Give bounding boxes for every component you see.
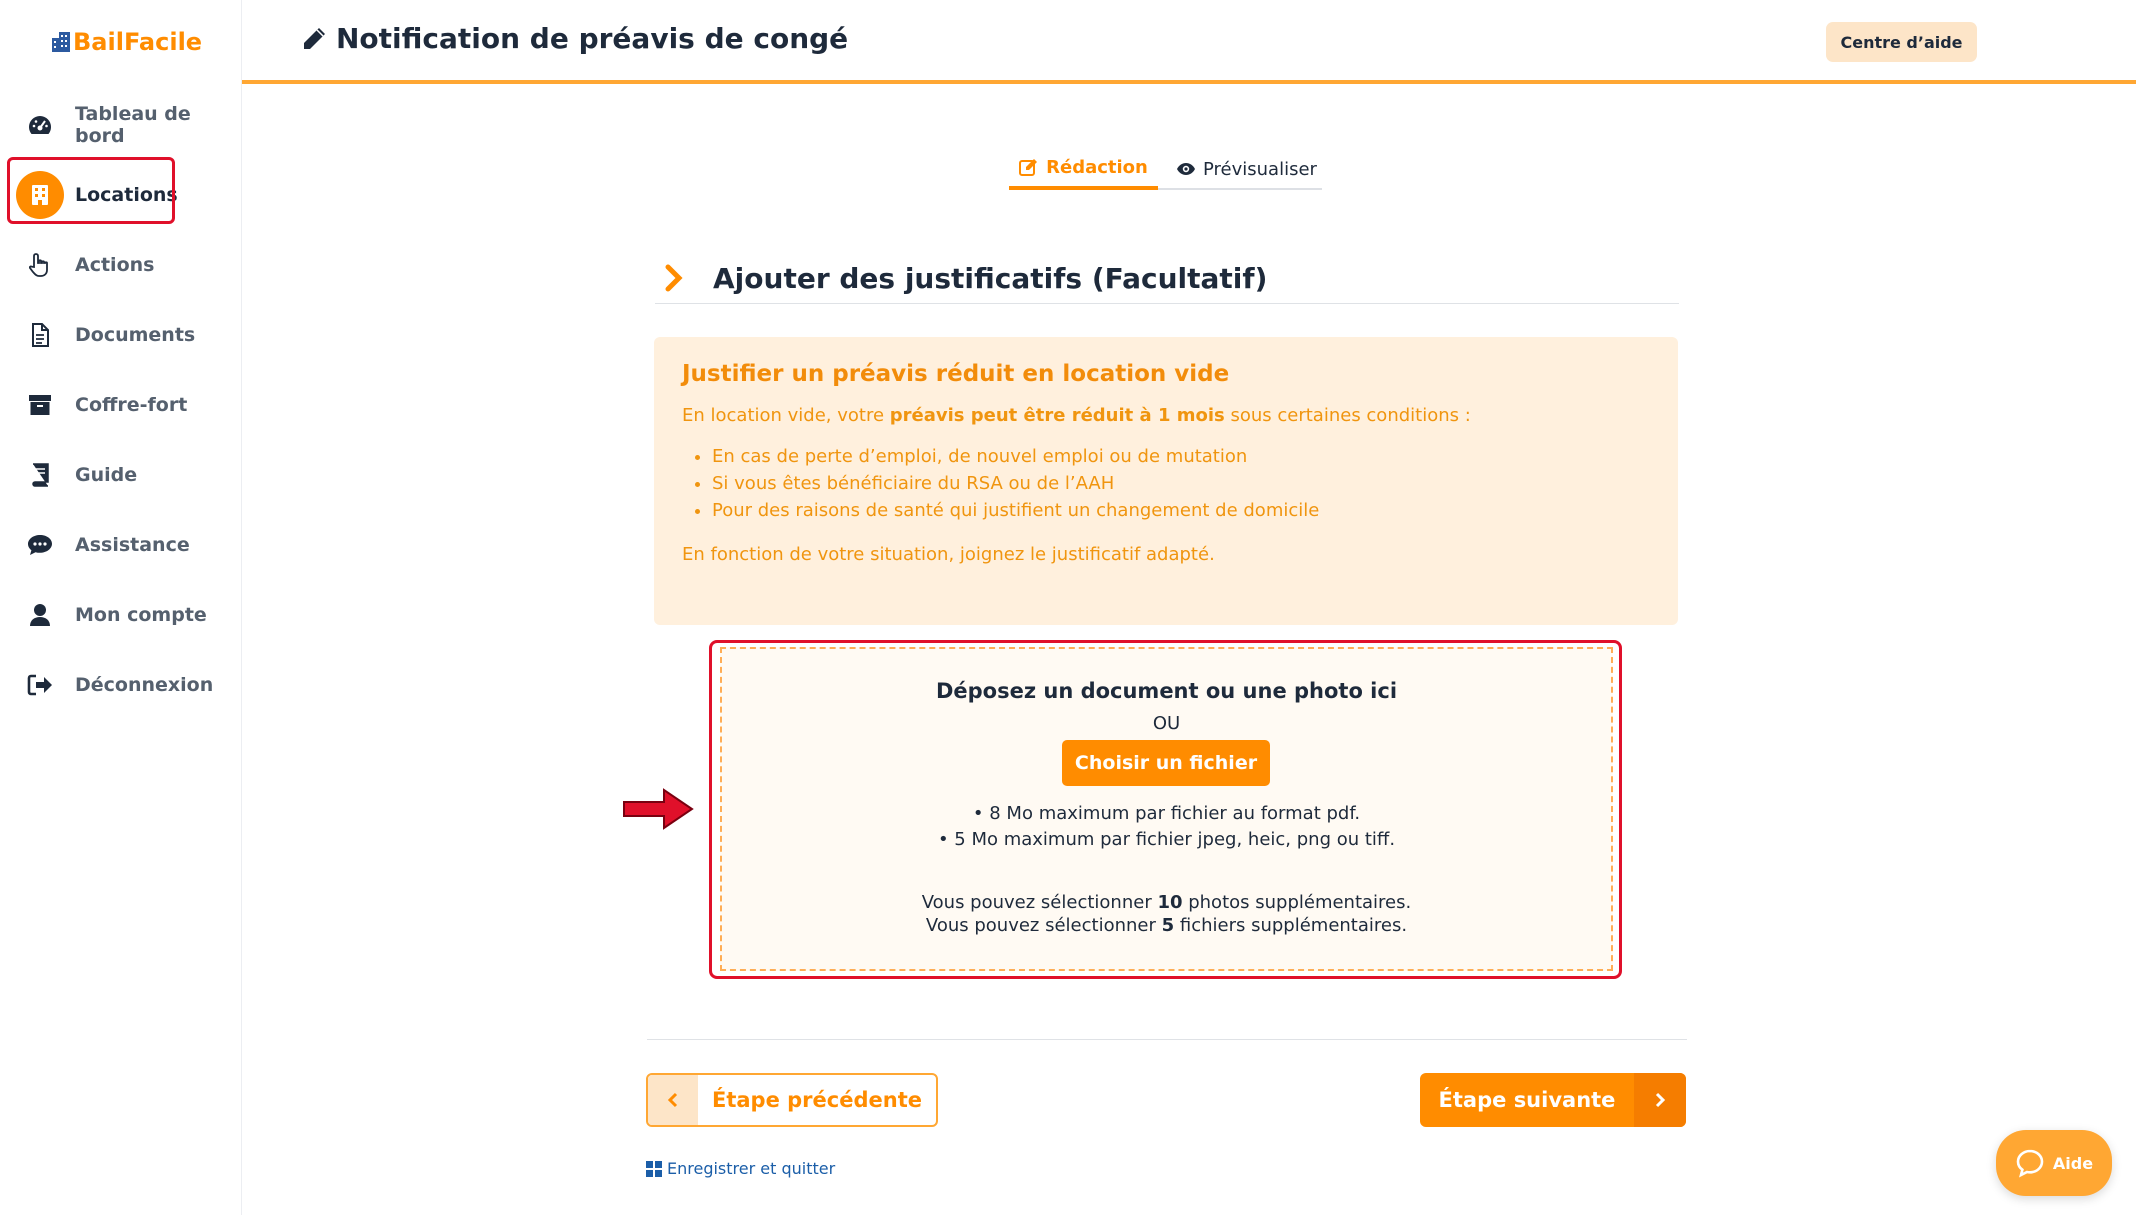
info-intro: En location vide, votre préavis peut être réduit à 1 mois sous certaines conditions : — [682, 405, 1471, 426]
sidebar-item-label: Mon compte — [75, 604, 207, 626]
choose-file-button[interactable]: Choisir un fichier — [1062, 740, 1270, 786]
sidebar-item-label: Assistance — [75, 534, 190, 556]
info-footer: En fonction de votre situation, joignez le justificatif adapté. — [682, 544, 1215, 565]
sidebar-item-documents[interactable] — [0, 305, 242, 365]
user-icon — [26, 601, 54, 629]
brand-name: BailFacile — [73, 28, 203, 56]
chevron-left-icon — [648, 1075, 698, 1125]
info-heading: Justifier un préavis réduit en location vide — [682, 361, 1230, 387]
sign-out-icon — [26, 671, 54, 699]
sidebar-item-label: Guide — [75, 464, 138, 486]
pencil-icon — [300, 25, 328, 53]
tab-label: Rédaction — [1046, 156, 1148, 178]
sidebar-item-actions[interactable] — [0, 235, 242, 295]
sidebar — [0, 0, 242, 1215]
sidebar-item-label: Coffre-fort — [75, 394, 188, 416]
help-center-button[interactable]: Centre d’aide — [1826, 22, 1977, 62]
previous-step-button[interactable] — [646, 1073, 938, 1127]
sidebar-item-label: Documents — [75, 324, 196, 346]
sidebar-item-assistance[interactable] — [0, 515, 242, 575]
info-bullet-list — [712, 443, 1650, 524]
brand-logo[interactable] — [52, 28, 202, 56]
sidebar-item-coffre-fort[interactable] — [0, 375, 242, 435]
divider — [655, 303, 1679, 304]
sidebar-item-label: Déconnexion — [75, 674, 214, 696]
eye-icon — [1176, 162, 1196, 176]
book-icon — [26, 461, 54, 489]
previous-step-label: Étape précédente — [712, 1088, 922, 1112]
floating-help-label: Aide — [2052, 1153, 2094, 1173]
sidebar-item-label: Tableau de bord — [75, 103, 191, 147]
edit-icon — [1019, 158, 1039, 176]
next-step-button[interactable] — [1420, 1073, 1686, 1127]
chevron-right-icon — [663, 264, 685, 292]
list-item: • Pour des raisons de santé qui justifient un changement de domicile — [712, 497, 1650, 524]
page-title — [300, 22, 848, 55]
tab-redaction[interactable] — [1009, 148, 1158, 190]
list-item: • En cas de perte d’emploi, de nouvel emploi ou de mutation — [712, 443, 1650, 470]
sidebar-item-label: Actions — [75, 254, 155, 276]
tab-label: Prévisualiser — [1203, 158, 1317, 180]
grid-icon — [646, 1161, 662, 1177]
tab-previsualiser[interactable] — [1176, 148, 1317, 190]
file-dropzone[interactable] — [720, 647, 1613, 971]
sidebar-item-tableau-de-bord[interactable] — [0, 95, 242, 155]
buildings-icon — [52, 32, 70, 52]
section-title — [665, 262, 1267, 295]
sidebar-item-label: Locations — [75, 184, 178, 206]
red-arrow-icon — [622, 787, 694, 831]
help-bubble-icon — [2015, 1148, 2045, 1178]
rule-pdf: • 8 Mo maximum par fichier au format pdf. — [972, 803, 1361, 824]
dropzone-or: OU — [1152, 713, 1181, 734]
rule-images: • 5 Mo maximum par fichier jpeg, heic, png ou tiff. — [937, 829, 1396, 850]
sidebar-item-deconnexion[interactable] — [0, 655, 242, 715]
highlight-box-locations — [7, 157, 175, 224]
chat-bubble-icon — [26, 531, 54, 559]
archive-box-icon — [26, 391, 54, 419]
sidebar-item-guide[interactable] — [0, 445, 242, 505]
gauge-icon — [26, 111, 54, 139]
list-item: • Si vous êtes bénéficiaire du RSA ou de l’AAH — [712, 470, 1650, 497]
info-box — [654, 337, 1678, 625]
floating-help-button[interactable] — [1996, 1130, 2112, 1196]
photos-remaining: Vous pouvez sélectionner 10 photos supplémentaires. — [921, 892, 1412, 913]
page-title-text: Notification de préavis de congé — [336, 22, 849, 55]
save-and-quit-label: Enregistrer et quitter — [667, 1159, 836, 1178]
divider — [647, 1039, 1687, 1040]
chevron-right-icon — [1634, 1073, 1686, 1127]
document-icon — [26, 321, 54, 349]
dropzone-rules — [722, 801, 1611, 853]
files-remaining: Vous pouvez sélectionner 5 fichiers supplémentaires. — [925, 915, 1408, 936]
sidebar-item-mon-compte[interactable] — [0, 585, 242, 645]
pointer-hand-icon — [26, 251, 54, 279]
editor-tabs — [1009, 148, 1322, 190]
top-bar — [242, 0, 2136, 84]
section-title-text: Ajouter des justificatifs (Facultatif) — [713, 262, 1268, 295]
save-and-quit-link[interactable] — [646, 1159, 835, 1178]
next-step-label: Étape suivante — [1438, 1088, 1616, 1112]
dropzone-counts — [722, 891, 1611, 937]
dropzone-title: Déposez un document ou une photo ici — [935, 679, 1398, 703]
